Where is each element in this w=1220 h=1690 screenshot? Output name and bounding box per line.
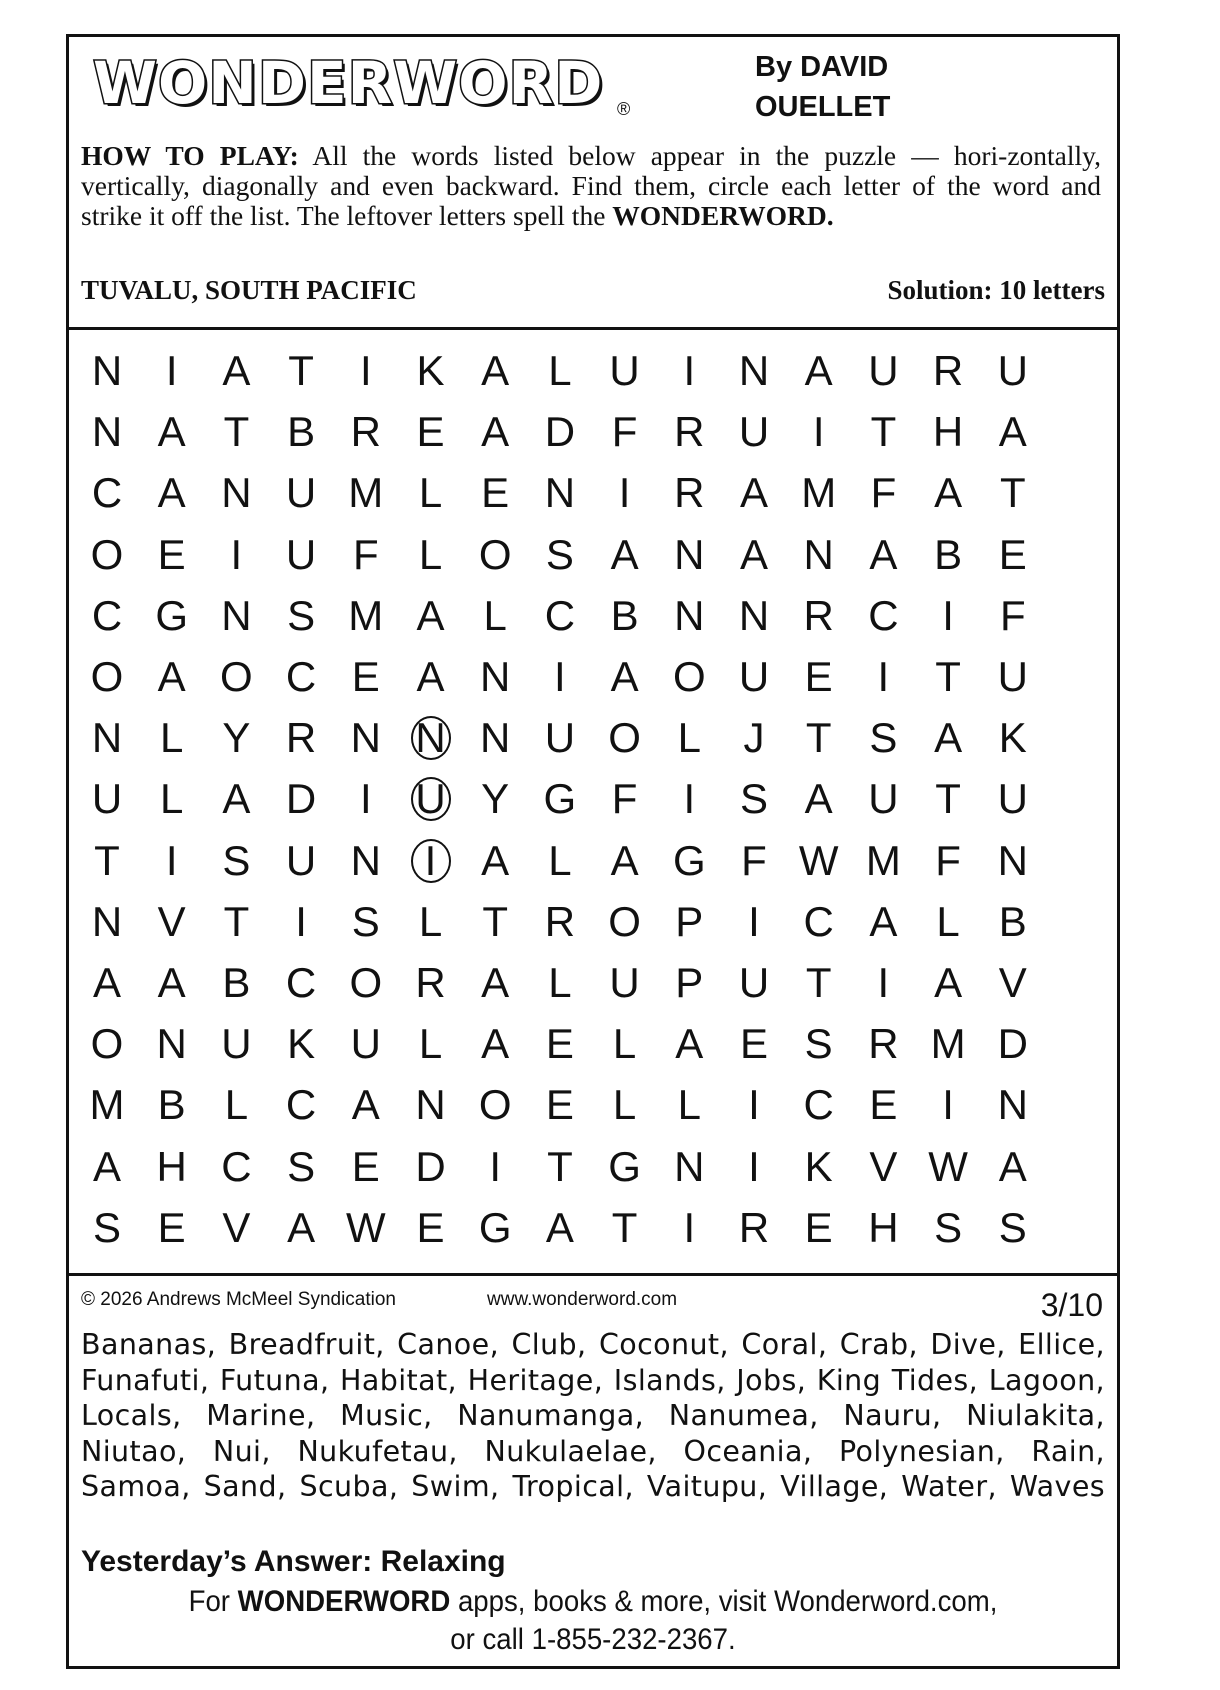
grid-cell[interactable]: N [350,714,381,762]
grid-cell[interactable]: F [999,591,1026,639]
puzzle-theme: TUVALU, SOUTH PACIFIC [81,275,417,305]
grid-cell[interactable]: U [544,714,576,762]
grid-cell[interactable]: C [285,1081,317,1129]
grid-cell[interactable]: C [285,653,317,700]
divider [69,327,1117,330]
grid-cell[interactable]: N [480,653,511,700]
grid-cell[interactable]: T [999,469,1026,517]
grid-cell[interactable]: L [548,959,572,1006]
grid-cell[interactable]: N [674,1142,705,1190]
grid-cell[interactable]: C [803,1081,834,1129]
grid-cell[interactable]: S [739,775,768,823]
grid-cell[interactable]: N [91,714,123,762]
grid-cell[interactable]: L [612,1020,637,1068]
grid-cell[interactable]: A [481,408,510,456]
grid-cell[interactable]: U [738,653,770,700]
grid-cell[interactable]: Y [481,775,510,823]
grid-cell[interactable]: S [998,1203,1027,1251]
grid-cell[interactable]: A [998,408,1027,456]
grid-cell[interactable]: V [157,897,186,945]
grid-cell[interactable]: O [220,653,253,700]
grid-cell[interactable]: R [738,1203,770,1251]
grid-cell[interactable]: I [812,408,825,456]
grid-cell[interactable]: I [295,897,307,945]
website-link[interactable]: www.wonderword.com [487,1289,678,1310]
grid-cell[interactable]: J [743,714,765,762]
grid-cell[interactable]: N [221,591,252,639]
grid-cell[interactable]: U [738,959,770,1006]
grid-cell[interactable]: V [869,1142,898,1190]
grid-cell[interactable]: I [683,347,696,394]
grid-cell[interactable]: A [416,653,445,700]
grid-cell[interactable]: T [223,897,250,945]
grid-cell-circled[interactable]: I [396,830,466,892]
grid-cell[interactable]: L [224,1081,249,1129]
grid-cell[interactable]: I [877,959,890,1006]
promo [111,1583,1075,1659]
grid-cell[interactable]: C [221,1142,252,1190]
grid-cell[interactable]: A [610,836,639,884]
word-list: Bananas, Breadfruit, Canoe, Club, Coconut, Coral, Crab, Dive, Ellice, Funafuti, Futuna, Habitat, Heritage, Islands, Jobs, King Tides, Lagoon, Locals, Marine, Music, Nanumanga, Nanumea, Nauru, Niulakita, Niutao, Nui, Nukufetau, Nukulaelae, Oceania, Polynesian, Rain, Samoa, Sand, Scuba, Swim, Tropical, Vaitupu, Village, Water, Waves [81,1328,1105,1503]
grid-cell[interactable]: S [934,1203,963,1251]
grid-cell[interactable]: I [748,1081,760,1129]
grid-cell[interactable]: A [157,959,186,1006]
grid-cell[interactable]: O [90,530,124,578]
grid-cell[interactable]: M [801,469,837,517]
grid-cell[interactable]: E [869,1081,898,1129]
grid-cell[interactable]: K [416,347,445,394]
promo-brand: WONDERWORD [237,1585,451,1618]
grid-cell[interactable]: E [804,1203,833,1251]
grid-cell[interactable]: L [548,836,572,884]
grid-cell[interactable]: A [351,1081,380,1129]
grid-cell[interactable]: A [481,347,510,394]
wonderword-logo: WONDERWORD [93,49,604,117]
grid-cell[interactable]: U [221,1020,252,1068]
grid-cell[interactable]: R [803,591,834,639]
grid-cell[interactable]: I [942,591,954,639]
grid-cell[interactable]: W [928,1142,968,1190]
grid-cell[interactable]: A [157,653,186,700]
grid-cell[interactable]: T [870,408,897,456]
grid-cell[interactable]: G [672,836,706,884]
grid-cell[interactable]: K [804,1142,833,1190]
grid-cell[interactable]: L [418,1020,443,1068]
grid-cell[interactable]: I [230,530,243,578]
grid-cell[interactable]: U [868,347,899,394]
grid-cell[interactable]: E [416,1203,445,1251]
grid-cell[interactable]: B [157,1081,186,1129]
grid-cell[interactable]: N [350,836,381,884]
grid-cell[interactable]: N [91,897,123,945]
grid-cell[interactable]: A [481,959,510,1006]
grid-cell[interactable]: A [869,530,898,578]
promo-line-1: For WONDERWORD apps, books & more, visit Wonderword.com, [188,1585,998,1618]
grid-cell[interactable]: U [285,530,317,578]
grid-cell[interactable]: T [547,1142,573,1190]
grid-cell[interactable]: E [545,1020,574,1068]
grid-cell[interactable]: L [936,897,960,945]
grid-cell[interactable]: N [91,408,123,456]
grid-cell[interactable]: P [675,897,704,945]
grid-cell[interactable]: G [478,1203,512,1251]
grid-cell[interactable]: N [156,1020,187,1068]
grid-cell[interactable]: T [935,775,961,823]
grid-cell[interactable]: S [545,530,574,578]
grid-cell[interactable]: P [675,959,704,1006]
grid-cell[interactable]: C [544,591,576,639]
grid-cell[interactable]: V [998,959,1027,1006]
grid-cell[interactable]: N [997,1081,1028,1129]
grid-cell[interactable]: N [221,469,252,517]
grid-cell[interactable]: M [89,1081,125,1129]
grid-cell[interactable]: E [545,1081,574,1129]
grid-cell[interactable]: I [877,653,890,700]
grid-cell[interactable]: D [544,408,576,456]
grid-cell[interactable]: U [350,1020,381,1068]
grid-cell[interactable]: B [287,408,316,456]
grid-cell[interactable]: U [285,836,317,884]
grid-cell[interactable]: C [868,591,899,639]
grid-cell[interactable]: E [804,653,833,700]
grid-cell[interactable]: D [997,1020,1028,1068]
grid-cell[interactable]: F [870,469,897,517]
grid-cell[interactable]: W [345,1203,386,1251]
grid-cell[interactable]: F [611,775,638,823]
grid-cell[interactable]: L [418,530,443,578]
grid-cell[interactable]: L [548,347,572,394]
grid-cell[interactable]: N [674,591,705,639]
byline-line-1: By DAVID [755,51,889,83]
divider [69,1273,1117,1276]
grid-cell[interactable]: S [287,1142,316,1190]
grid-cell[interactable]: N [91,347,123,394]
grid-cell[interactable]: R [674,469,705,517]
grid-cell[interactable]: U [738,408,770,456]
grid-cell[interactable]: I [554,653,566,700]
grid-cell[interactable]: A [869,897,898,945]
grid-cell[interactable]: A [222,775,251,823]
grid-cell[interactable]: T [805,714,832,762]
registered-mark: ® [617,99,631,119]
yesterdays-answer: Yesterday’s Answer: Relaxing [81,1545,506,1578]
grid-cell[interactable]: V [222,1203,251,1251]
grid-cell[interactable]: G [543,775,577,823]
grid-cell[interactable]: I [942,1081,954,1129]
grid-cell[interactable]: R [350,408,381,456]
grid-cell[interactable]: M [865,836,901,884]
grid-cell[interactable]: M [348,591,384,639]
grid-cell[interactable]: A [934,714,963,762]
grid-cell[interactable]: O [478,530,512,578]
grid-cell[interactable]: O [90,653,124,700]
promo-line-2: or call 1-855-232-2367. [450,1623,736,1656]
grid-cell[interactable]: F [611,408,638,456]
grid-cell[interactable]: T [611,1203,638,1251]
grid-cell[interactable]: E [351,653,380,700]
grid-cell[interactable]: M [930,1020,966,1068]
grid-cell-circled[interactable]: U [396,768,466,830]
grid-cell[interactable]: T [935,653,961,700]
grid-cell[interactable]: R [868,1020,899,1068]
grid-cell[interactable]: A [157,408,186,456]
grid-cell[interactable]: I [489,1142,502,1190]
grid-cell[interactable]: O [608,897,641,945]
grid-cell[interactable]: L [677,1081,701,1129]
grid-cell[interactable]: T [482,897,509,945]
grid-cell[interactable]: N [544,469,576,517]
grid-cell[interactable]: B [934,530,963,578]
how-to-play-text: All the words listed below appear in the puzzle — hori-zontally, vertically, diagonally and even backward. Find them, circle each letter of the word and strike it off the list. The leftover letters spell the [81,140,1101,231]
byline [755,47,955,127]
letter-grid [69,337,1117,1267]
grid-cell[interactable]: L [483,591,507,639]
grid-cell[interactable]: E [739,1020,768,1068]
grid-cell[interactable]: C [91,469,123,517]
grid-cell[interactable]: L [418,897,443,945]
grid-cell[interactable]: L [160,775,184,823]
grid-cell[interactable]: A [610,530,639,578]
grid-cell[interactable]: A [481,836,510,884]
grid-cell[interactable]: O [672,653,706,700]
grid-cell[interactable]: H [156,1142,187,1190]
grid-cell[interactable]: A [934,469,963,517]
grid-cell[interactable]: B [998,897,1027,945]
grid-cell[interactable]: A [92,959,121,1006]
grid-cell[interactable]: U [285,469,317,517]
grid-cell[interactable]: T [805,959,832,1006]
puzzle-header [69,37,1117,327]
grid-cell[interactable]: I [165,836,178,884]
grid-cell[interactable]: B [610,591,639,639]
grid-cell[interactable]: M [348,469,384,517]
grid-cell[interactable]: N [997,836,1028,884]
grid-cell[interactable]: C [285,959,317,1006]
grid-cell[interactable]: A [804,775,833,823]
grid-cell[interactable]: R [932,347,964,394]
grid-cell[interactable]: O [90,1020,124,1068]
grid-cell[interactable]: D [415,1142,446,1190]
grid-cell[interactable]: K [287,1020,316,1068]
grid-cell[interactable]: F [741,836,767,884]
grid-cell[interactable]: A [287,1203,316,1251]
grid-cell[interactable]: L [418,469,443,517]
grid-cell[interactable]: L [612,1081,637,1129]
how-to-play [81,141,1101,231]
grid-cell[interactable]: T [288,347,314,394]
puzzle-frame [66,34,1120,1669]
grid-cell[interactable]: R [285,714,317,762]
grid-cell[interactable]: T [94,836,120,884]
grid-cell-circled[interactable]: N [396,707,466,769]
grid-cell[interactable]: A [481,1020,510,1068]
grid-cell[interactable]: N [415,1081,446,1129]
grid-cell[interactable]: R [544,897,576,945]
grid-cell[interactable]: W [798,836,839,884]
grid-cell[interactable]: Y [222,714,251,762]
grid-cell[interactable]: S [351,897,380,945]
grid-cell[interactable]: R [415,959,446,1006]
grid-cell[interactable]: G [155,591,189,639]
grid-cell[interactable]: N [480,714,511,762]
grid-cell[interactable]: S [869,714,898,762]
grid-cell[interactable]: A [610,653,639,700]
grid-cell[interactable]: E [351,1142,380,1190]
grid-cell[interactable]: S [222,836,251,884]
grid-cell[interactable]: E [157,1203,186,1251]
grid-cell[interactable]: A [545,1203,574,1251]
copyright: © 2026 Andrews McMeel Syndication [81,1289,396,1310]
grid-cell[interactable]: K [998,714,1027,762]
grid-cell[interactable]: A [934,959,963,1006]
grid-cell[interactable]: U [997,653,1028,700]
grid-cell[interactable]: U [609,347,640,394]
grid-cell[interactable]: L [677,714,701,762]
grid-cell[interactable]: L [160,714,184,762]
byline-line-2: OUELLET [755,91,891,123]
grid-cell[interactable]: U [91,775,123,823]
grid-cell[interactable]: I [359,775,372,823]
grid-cell[interactable]: E [416,408,445,456]
grid-cell[interactable]: I [748,897,760,945]
grid-cell[interactable]: G [608,1142,641,1190]
grid-cell[interactable]: H [868,1203,899,1251]
grid-cell[interactable]: A [739,469,768,517]
grid-cell[interactable]: N [738,591,770,639]
how-to-play-emphasis: WONDERWORD. [612,200,834,231]
grid-cell[interactable]: U [868,775,899,823]
grid-cell[interactable]: A [92,1142,121,1190]
grid-cell[interactable]: O [608,714,641,762]
grid-cell[interactable]: D [285,775,317,823]
puzzle-date: 3/10 [1040,1287,1103,1323]
grid-cell[interactable]: S [287,591,316,639]
grid-cell[interactable]: U [997,347,1028,394]
grid-cell[interactable]: E [998,530,1027,578]
grid-cell[interactable]: C [803,897,834,945]
grid-cell[interactable]: E [157,530,186,578]
grid-cell[interactable]: S [804,1020,833,1068]
grid-cell[interactable]: U [609,959,640,1006]
grid-cell[interactable]: I [748,1142,760,1190]
grid-cell[interactable]: F [352,530,379,578]
grid-cell[interactable]: A [157,469,186,517]
grid-cell[interactable]: N [738,347,770,394]
grid-cell[interactable]: A [804,347,833,394]
grid-cell[interactable]: O [478,1081,512,1129]
grid-cell[interactable]: C [91,591,123,639]
grid-cell[interactable]: T [223,408,250,456]
grid-cell[interactable]: A [416,591,445,639]
grid-cell[interactable]: I [683,775,696,823]
grid-cell[interactable]: A [739,530,768,578]
grid-cell[interactable]: H [932,408,964,456]
grid-cell[interactable]: I [618,469,631,517]
grid-cell[interactable]: I [683,1203,696,1251]
grid-cell[interactable]: S [92,1203,121,1251]
grid-cell[interactable]: N [674,530,705,578]
how-to-play-label: HOW TO PLAY: [81,140,299,171]
grid-cell[interactable]: I [359,347,372,394]
solution-length: Solution: 10 letters [887,275,1105,305]
grid-cell[interactable]: E [481,469,510,517]
grid-cell[interactable]: B [222,959,251,1006]
grid-cell[interactable]: O [349,959,383,1006]
grid-cell[interactable]: I [165,347,178,394]
grid-cell[interactable]: F [935,836,961,884]
grid-cell[interactable]: U [997,775,1028,823]
grid-cell[interactable]: R [674,408,705,456]
grid-cell[interactable]: A [998,1142,1027,1190]
grid-cell[interactable]: N [803,530,834,578]
grid-cell[interactable]: A [222,347,251,394]
grid-cell[interactable]: A [675,1020,704,1068]
